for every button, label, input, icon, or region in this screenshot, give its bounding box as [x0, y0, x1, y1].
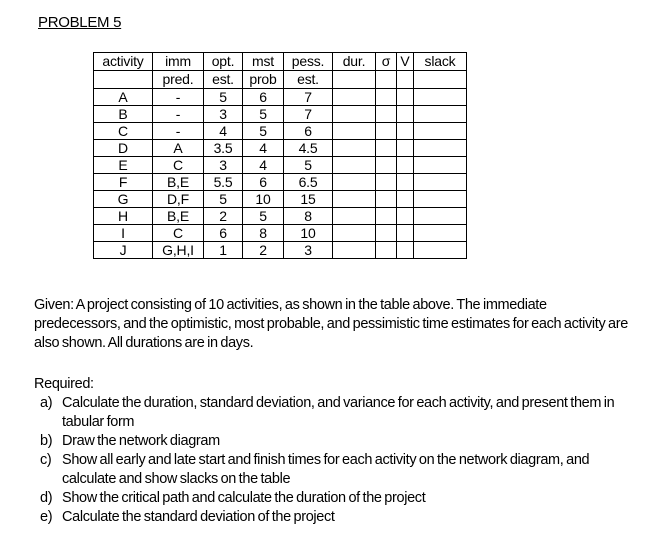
- cell-opt: 3: [204, 106, 243, 123]
- cell-v: [397, 89, 414, 106]
- cell-activity: C: [94, 123, 153, 140]
- header2-dur: [333, 71, 376, 89]
- header2-est: est.: [284, 71, 333, 89]
- cell-dur: [333, 106, 376, 123]
- header2-est: est.: [204, 71, 243, 89]
- cell-imm-pred: D,F: [153, 191, 204, 208]
- header-sigma: σ: [376, 53, 397, 71]
- cell-opt: 5: [204, 89, 243, 106]
- cell-pess: 8: [284, 208, 333, 225]
- activity-table: [93, 52, 467, 259]
- cell-pess: 6.5: [284, 174, 333, 191]
- required-item-text: Show all early and late start and finish times for each activity on the network diagram, and calculate and show slacks on the table: [62, 452, 590, 487]
- cell-sigma: [376, 140, 397, 157]
- required-item: [34, 508, 644, 527]
- cell-mst: 6: [243, 89, 284, 106]
- cell-pess: 7: [284, 106, 333, 123]
- cell-dur: [333, 123, 376, 140]
- required-item-letter: b): [40, 433, 53, 449]
- cell-imm-pred: -: [153, 106, 204, 123]
- required-item: [34, 451, 644, 489]
- required-item-text: Calculate the duration, standard deviation, and variance for each activity, and present them in tabular form: [62, 395, 615, 430]
- cell-v: [397, 174, 414, 191]
- table-row: [94, 242, 467, 259]
- cell-opt: 4: [204, 123, 243, 140]
- table-row: [94, 191, 467, 208]
- required-item-letter: d): [40, 490, 53, 506]
- cell-pess: 15: [284, 191, 333, 208]
- table-row: [94, 89, 467, 106]
- header-mst: mst: [243, 53, 284, 71]
- cell-activity: A: [94, 89, 153, 106]
- table-row: [94, 157, 467, 174]
- cell-v: [397, 140, 414, 157]
- cell-slack: [414, 157, 467, 174]
- cell-dur: [333, 174, 376, 191]
- given-paragraph: Given: A project consisting of 10 activities, as shown in the table above. The immediate predecessors, and the optimistic, most probable, and pessimistic time estimates for each activity are also shown. All durations are in days.: [34, 297, 628, 351]
- table-row: [94, 123, 467, 140]
- cell-pess: 4.5: [284, 140, 333, 157]
- cell-imm-pred: -: [153, 123, 204, 140]
- cell-v: [397, 191, 414, 208]
- required-list: [34, 394, 644, 527]
- header2-activity: [94, 71, 153, 89]
- cell-sigma: [376, 174, 397, 191]
- cell-pess: 6: [284, 123, 333, 140]
- table-row: [94, 225, 467, 242]
- table-header-row-2: [94, 71, 467, 89]
- cell-activity: H: [94, 208, 153, 225]
- required-item: [34, 489, 644, 508]
- cell-imm-pred: A: [153, 140, 204, 157]
- cell-sigma: [376, 123, 397, 140]
- cell-opt: 3.5: [204, 140, 243, 157]
- cell-dur: [333, 157, 376, 174]
- cell-slack: [414, 191, 467, 208]
- cell-slack: [414, 106, 467, 123]
- cell-opt: 5.5: [204, 174, 243, 191]
- cell-activity: I: [94, 225, 153, 242]
- table-header-row-1: [94, 53, 467, 71]
- cell-imm-pred: -: [153, 89, 204, 106]
- header-variance: V: [397, 53, 414, 71]
- cell-v: [397, 225, 414, 242]
- cell-pess: 5: [284, 157, 333, 174]
- required-item: [34, 432, 644, 451]
- cell-activity: J: [94, 242, 153, 259]
- cell-opt: 1: [204, 242, 243, 259]
- header2-sigma: [376, 71, 397, 89]
- table-row: [94, 106, 467, 123]
- cell-sigma: [376, 208, 397, 225]
- cell-pess: 3: [284, 242, 333, 259]
- cell-sigma: [376, 157, 397, 174]
- header-dur: dur.: [333, 53, 376, 71]
- cell-mst: 2: [243, 242, 284, 259]
- problem-title: PROBLEM 5: [38, 14, 122, 31]
- cell-dur: [333, 89, 376, 106]
- cell-activity: E: [94, 157, 153, 174]
- header-slack: slack: [414, 53, 467, 71]
- cell-pess: 10: [284, 225, 333, 242]
- cell-mst: 5: [243, 208, 284, 225]
- cell-opt: 6: [204, 225, 243, 242]
- required-item-letter: e): [40, 509, 53, 525]
- cell-pess: 7: [284, 89, 333, 106]
- cell-v: [397, 208, 414, 225]
- cell-slack: [414, 89, 467, 106]
- cell-mst: 5: [243, 106, 284, 123]
- cell-slack: [414, 174, 467, 191]
- cell-opt: 3: [204, 157, 243, 174]
- header2-prob: prob: [243, 71, 284, 89]
- cell-mst: 5: [243, 123, 284, 140]
- cell-dur: [333, 208, 376, 225]
- cell-activity: D: [94, 140, 153, 157]
- required-item-text: Show the critical path and calculate the duration of the project: [62, 490, 426, 506]
- cell-dur: [333, 225, 376, 242]
- cell-sigma: [376, 89, 397, 106]
- cell-mst: 6: [243, 174, 284, 191]
- cell-mst: 10: [243, 191, 284, 208]
- cell-dur: [333, 191, 376, 208]
- cell-slack: [414, 208, 467, 225]
- cell-activity: F: [94, 174, 153, 191]
- cell-sigma: [376, 242, 397, 259]
- cell-sigma: [376, 106, 397, 123]
- cell-v: [397, 157, 414, 174]
- header2-variance: [397, 71, 414, 89]
- cell-v: [397, 123, 414, 140]
- required-item: [34, 394, 644, 432]
- table-row: [94, 140, 467, 157]
- cell-slack: [414, 225, 467, 242]
- cell-mst: 4: [243, 157, 284, 174]
- cell-mst: 8: [243, 225, 284, 242]
- cell-activity: G: [94, 191, 153, 208]
- cell-v: [397, 106, 414, 123]
- required-item-text: Draw the network diagram: [62, 433, 220, 449]
- required-item-text: Calculate the standard deviation of the project: [62, 509, 335, 525]
- cell-mst: 4: [243, 140, 284, 157]
- cell-imm-pred: C: [153, 157, 204, 174]
- header-opt: opt.: [204, 53, 243, 71]
- cell-opt: 5: [204, 191, 243, 208]
- cell-slack: [414, 140, 467, 157]
- cell-dur: [333, 140, 376, 157]
- header-pess: pess.: [284, 53, 333, 71]
- cell-sigma: [376, 191, 397, 208]
- cell-imm-pred: C: [153, 225, 204, 242]
- required-heading: Required:: [34, 376, 94, 392]
- cell-imm-pred: G,H,I: [153, 242, 204, 259]
- cell-slack: [414, 123, 467, 140]
- header2-slack: [414, 71, 467, 89]
- required-section: [34, 375, 644, 527]
- header2-pred: pred.: [153, 71, 204, 89]
- cell-dur: [333, 242, 376, 259]
- required-item-letter: c): [40, 452, 52, 468]
- required-item-letter: a): [40, 395, 53, 411]
- table-row: [94, 174, 467, 191]
- cell-v: [397, 242, 414, 259]
- table-row: [94, 208, 467, 225]
- header-activity: activity: [94, 53, 153, 71]
- cell-slack: [414, 242, 467, 259]
- cell-sigma: [376, 225, 397, 242]
- cell-imm-pred: B,E: [153, 174, 204, 191]
- cell-imm-pred: B,E: [153, 208, 204, 225]
- cell-opt: 2: [204, 208, 243, 225]
- header-imm: imm: [153, 53, 204, 71]
- cell-activity: B: [94, 106, 153, 123]
